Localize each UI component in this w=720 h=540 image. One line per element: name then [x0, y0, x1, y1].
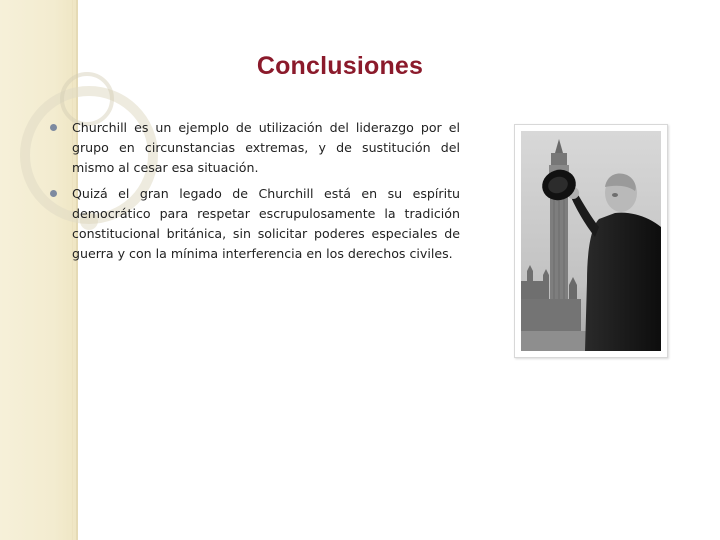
slide-title: Conclusiones [256, 52, 424, 80]
churchill-photo [521, 131, 661, 351]
bullet-text: Churchill es un ejemplo de utilización del liderazgo por el grupo en circunstancias extremas, y de sustitución del mismo al cesar esa situación. [72, 120, 460, 175]
round-bullet-icon [50, 190, 57, 197]
photo-frame [514, 124, 668, 358]
bullet-item [50, 118, 460, 178]
bullet-list [50, 118, 460, 270]
round-bullet-icon [50, 124, 57, 131]
clock-tower [549, 139, 569, 311]
left-decorative-band [0, 0, 76, 540]
bullet-item [50, 184, 460, 264]
bullet-text: Quizá el gran legado de Churchill está en su espíritu democrático para respetar escrupulosamente la tradición constitucional británica, sin solicitar poderes especiales de guerra y con la mínima interferencia en los derechos civiles. [72, 186, 460, 261]
